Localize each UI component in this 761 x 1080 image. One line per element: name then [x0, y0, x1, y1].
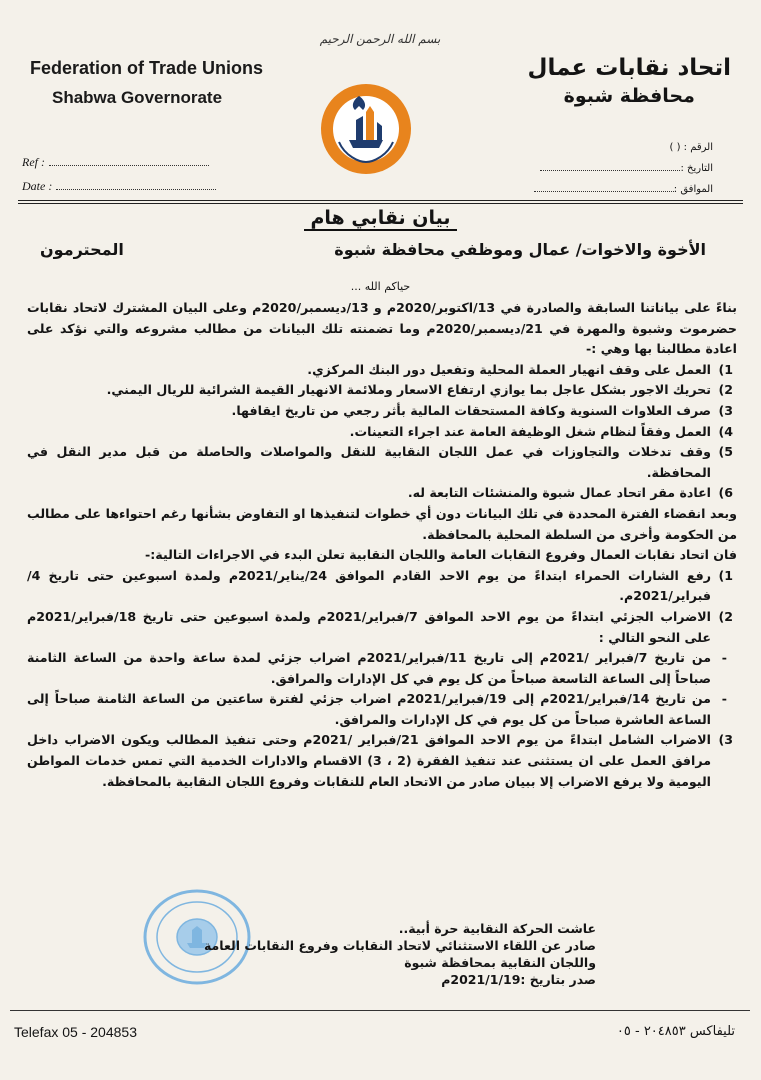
ref-dotted-line	[49, 165, 209, 166]
muwafiq-label: الموافق :	[673, 184, 713, 195]
english-governorate: Shabwa Governorate	[52, 88, 223, 107]
demands-list	[27, 360, 737, 504]
ref-date-block	[22, 155, 216, 203]
statement-body	[27, 298, 737, 792]
tarikh-label: التاريخ :	[680, 163, 713, 174]
issue-date: صدر بتاريخ :2021/1/19م	[441, 972, 596, 987]
list-item: 2) تحريك الاجور بشكل عاجل بما يوازي ارتفاع الاسعار وملائمة الانهيار القيمة الشرائية للريال اليمني.	[106, 382, 733, 398]
statement-title: بيان نقابي هام	[0, 207, 761, 229]
ref-field	[22, 155, 216, 179]
raqam-value: ( )	[669, 142, 681, 153]
telefax-arabic: تليفاكس ٢٠٤٨٥٣ - ٠٥	[616, 1024, 735, 1039]
addressee: الأخوة والاخوات/ عمال وموظفي محافظة شبوة	[334, 240, 706, 259]
after-demands-paragraph: وبعد انقضاء الفترة المحددة في تلك البيانات دون أي خطوات لتنفيذها او التفاوض بشأنها رغم احتواءها على مطالب من الحكومة وأخرى من السلطة المحلية بالمحافظة.	[27, 505, 737, 542]
closing-slogan: عاشت الحركة النقابية حرة أبية..	[398, 921, 596, 936]
muwafiq-dotted-line	[534, 191, 674, 192]
arabic-governorate: محافظة شبوة	[563, 85, 695, 107]
union-logo	[319, 82, 413, 176]
footer-divider	[10, 1010, 750, 1011]
announcement: فان اتحاد نقابات العمال وفروع النقابات العامة واللجان النقابية تعلن البدء في الاجراءات التالية:-	[145, 547, 737, 563]
muwafiq-field	[530, 184, 713, 205]
english-org-name: Federation of Trade Unions	[30, 58, 264, 78]
arabic-org-name: اتحاد نقابات عمال	[527, 55, 731, 81]
list-item: 1) رفع الشارات الحمراء ابتداءً من يوم الاحد القادم الموافق 24/يناير/2021م ولمدة اسبوعين حتى تاريخ 4/فبراير/2021م.	[27, 567, 733, 604]
date-dotted-line	[56, 189, 216, 190]
date-label: Date :	[22, 179, 53, 193]
closing-block	[204, 920, 596, 988]
sub-action-item: - من تاريخ 7/فبراير /2021م إلى تاريخ 11/فبراير/2021م اضراب جزئي لمدة ساعة واحدة من الساعة الثامنة صباحاً إلى الساعة التاسعة صباحاً من كل يوم في كل الإدارات والمرافق.	[27, 650, 727, 686]
arabic-letterhead	[528, 55, 732, 107]
intro-paragraph: بناءً على بياناتنا السابقة والصادرة في 13/اكتوبر/2020م و 13/ديسمبر/2020م وعلى البيان المشترك لاتحاد نقابات حضرموت وشبوة والمهرة في 21/ديسمبر/2020م وما تضمنته تلك البيانات من مطالب مشروعه والتي نؤكد على اعادة مطالبنا بها وهي :-	[27, 300, 737, 357]
sub-action-item: - من تاريخ 14/فبراير/2021م إلى 19/فبراير/2021م اضراب جزئي لفترة ساعتين من الساعة الثامنة صباحاً إلى الساعة العاشرة صباحاً من كل يوم في كل الإدارات والمرافق.	[27, 691, 727, 727]
list-item: 5) وقف تدخلات والتجاوزات في عمل اللجان النقابية للنقل والمواصلات والحاصلة من قبل مدير النقل في المحافظة.	[27, 444, 733, 480]
telefax-english: Telefax 05 - 204853	[14, 1024, 137, 1040]
arabic-ref-block	[530, 142, 713, 205]
ref-label: Ref :	[22, 155, 45, 169]
tarikh-field	[530, 163, 713, 184]
actions-list	[27, 566, 737, 648]
actions-list-cont	[27, 730, 737, 792]
list-item: 3) الاضراب الشامل ابتداءً من يوم الاحد الموافق 21/فبراير /2021م وحتى تنفيذ المطالب ويكون الاضراب داخل مرافق العمل على ان يستثنى عند تنفيذ الفقرة (2 ، 3) الاقسام والادارات الخدمية التي تمس خدمات المواطن اليومية ولا يرفع الاضراب إلا ببيان صادر من الاتحاد العام للنقابات وفروع اللجان النقابية بالمحافظة.	[27, 732, 733, 789]
header-divider	[18, 200, 743, 201]
raqam-field	[530, 142, 713, 163]
basmala: بسم الله الرحمن الرحيم	[319, 32, 441, 46]
header-divider-2	[18, 203, 743, 204]
list-item: 3) صرف العلاوات السنوية وكافة المستحقات المالية بأثر رجعي من تاريخ ايقافها.	[231, 402, 733, 418]
list-item: 1) العمل على وقف انهيار العملة المحلية وتفعيل دور البنك المركزي.	[307, 361, 733, 377]
greeting: حياكم الله ...	[350, 280, 411, 293]
list-item: 2) الاضراب الجزئي ابتداءً من يوم الاحد الموافق 7/فبراير/2021م ولمدة اسبوعين حتى تاريخ 18/فبراير/2021م على النحو التالي :	[27, 608, 733, 645]
raqam-label: الرقم :	[683, 142, 713, 153]
issued-by-cont: واللجان النقابية بمحافظة شبوة	[404, 955, 596, 970]
list-item: 6) اعادة مقر اتحاد عمال شبوة والمنشئات التابعة له.	[407, 485, 733, 501]
english-letterhead	[30, 58, 263, 108]
respected-salutation: المحترمون	[40, 240, 124, 259]
issued-by: صادر عن اللقاء الاستثنائي لاتحاد النقابات وفروع النقابات العامة	[203, 938, 596, 953]
tarikh-dotted-line	[540, 170, 680, 171]
list-item: 4) العمل وفقاً لنظام شغل الوظيفة العامة عند اجراء التعينات.	[349, 423, 733, 439]
